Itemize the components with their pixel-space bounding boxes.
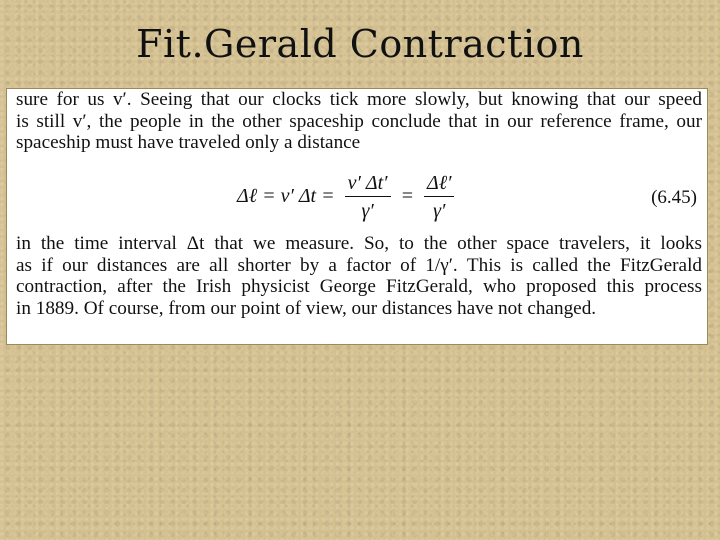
text-line: contraction, after the Irish physicist George FitzGerald, who proposed this process <box>16 276 702 297</box>
fraction-numerator: Δℓ′ <box>424 172 454 197</box>
fraction-denominator: γ′ <box>361 200 374 222</box>
equals-sign: = <box>400 185 415 208</box>
text-line: spaceship must have traveled only a distance <box>16 132 361 153</box>
text-line: in the time interval Δt that we measure. So, to the other space travelers, it looks <box>16 233 702 254</box>
text-line: sure for us v′. Seeing that our clocks tick more slowly, but knowing that our speed <box>16 89 702 110</box>
slide-title: Fit.Gerald Contraction <box>136 22 584 66</box>
equation-fraction-2 <box>424 172 454 222</box>
fraction-denominator: γ′ <box>433 200 446 222</box>
text-line: as if our distances are all shorter by a factor of 1/γ′. This is called the FitzGerald <box>16 254 702 276</box>
equation-fraction-1 <box>345 172 391 222</box>
text-line: in 1889. Of course, from our point of view, our distances have not changed. <box>16 297 597 319</box>
textbook-excerpt <box>6 88 708 345</box>
fraction-numerator: v′ Δt′ <box>345 172 391 197</box>
equation-6-45 <box>237 169 454 225</box>
equation-lhs: Δℓ = v′ Δt = <box>237 185 335 208</box>
equation-number: (6.45) <box>651 187 697 208</box>
paragraph-before-equation <box>16 89 702 154</box>
paragraph-after-equation <box>16 233 702 319</box>
text-line: is still v′, the people in the other spaceship conclude that in our reference frame, our <box>16 110 702 132</box>
